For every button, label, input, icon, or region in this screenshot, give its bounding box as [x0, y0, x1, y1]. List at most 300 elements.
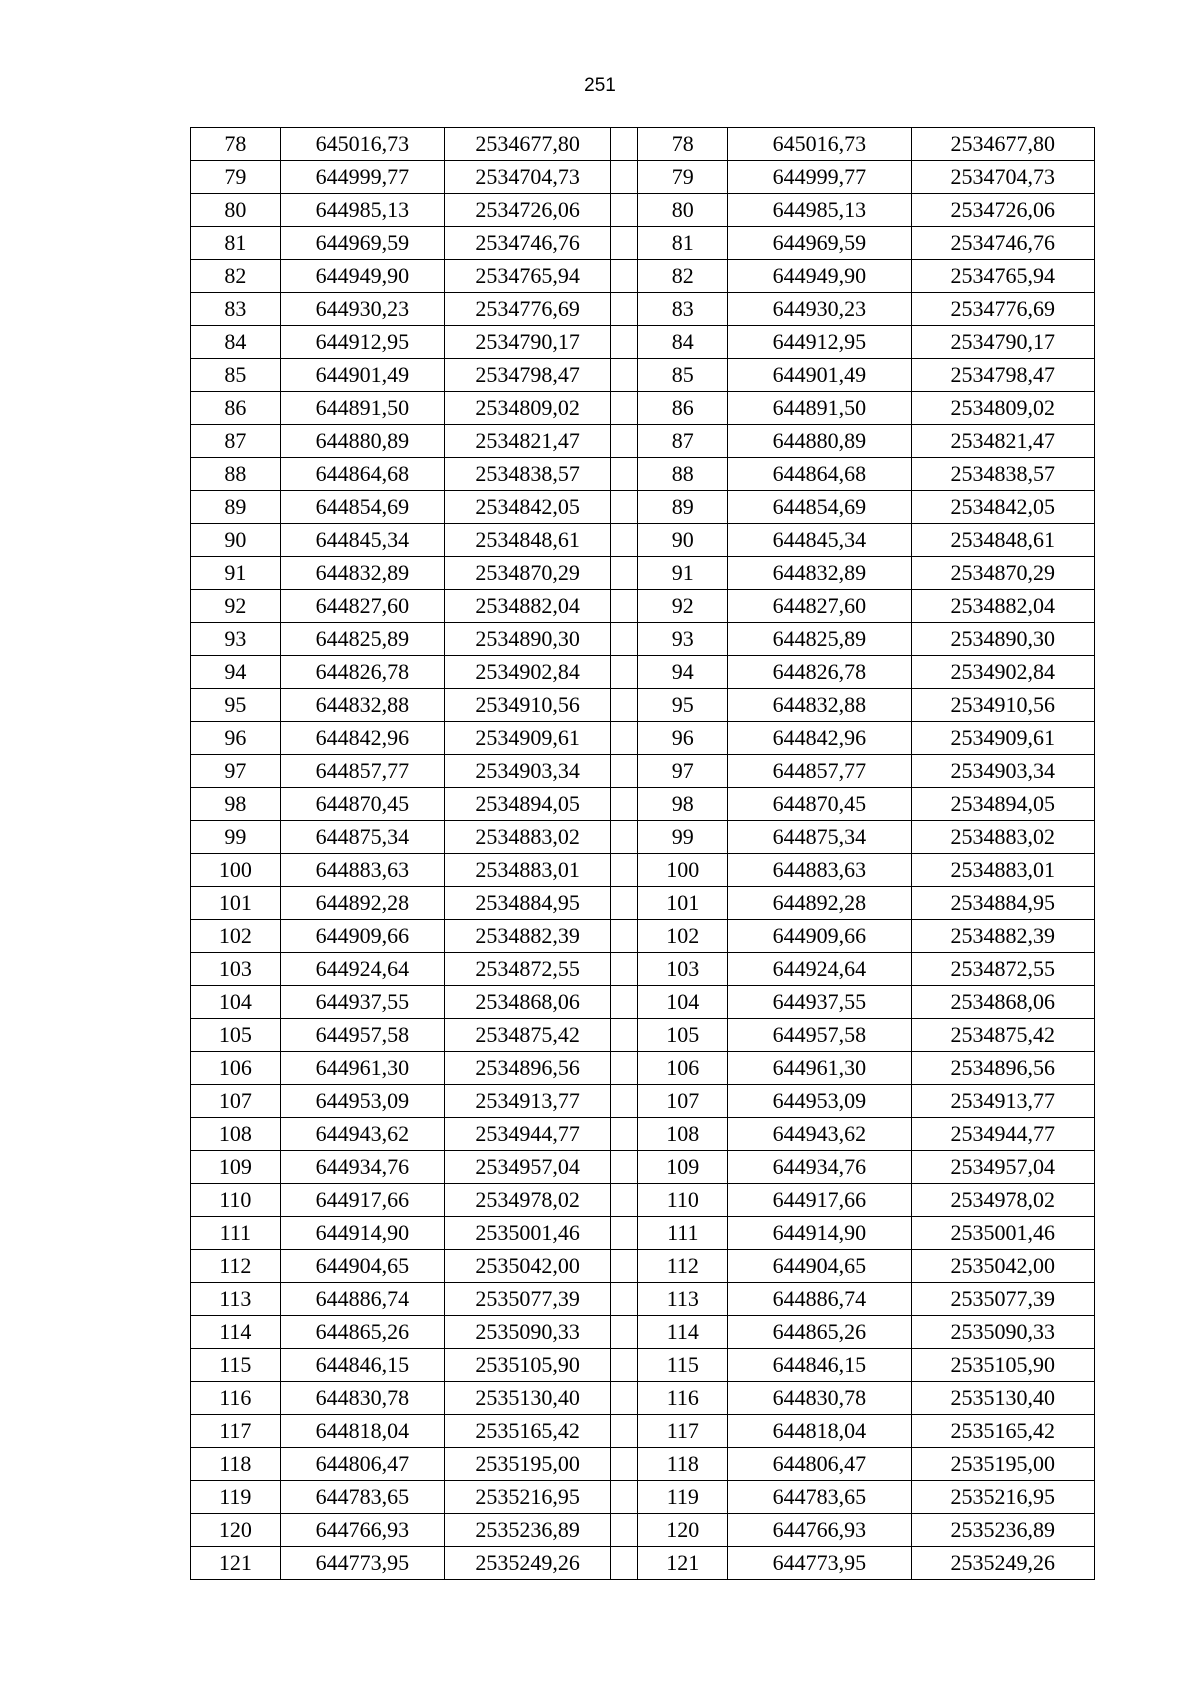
separator-cell — [611, 1481, 638, 1514]
left-point-number-cell: 91 — [191, 557, 281, 590]
table-row — [191, 1217, 1095, 1250]
left-point-number-cell: 107 — [191, 1085, 281, 1118]
right-x-coordinate-cell: 644865,26 — [728, 1316, 911, 1349]
right-x-coordinate-cell: 644957,58 — [728, 1019, 911, 1052]
left-y-coordinate-cell: 2534890,30 — [444, 623, 610, 656]
right-x-coordinate-cell: 644827,60 — [728, 590, 911, 623]
right-x-coordinate-cell: 644917,66 — [728, 1184, 911, 1217]
table-row — [191, 194, 1095, 227]
left-y-coordinate-cell: 2534868,06 — [444, 986, 610, 1019]
separator-cell — [611, 623, 638, 656]
left-point-number-cell: 103 — [191, 953, 281, 986]
right-x-coordinate-cell: 644875,34 — [728, 821, 911, 854]
left-point-number-cell: 95 — [191, 689, 281, 722]
left-x-coordinate-cell: 644901,49 — [280, 359, 444, 392]
left-y-coordinate-cell: 2534913,77 — [444, 1085, 610, 1118]
left-x-coordinate-cell: 644957,58 — [280, 1019, 444, 1052]
right-x-coordinate-cell: 644766,93 — [728, 1514, 911, 1547]
right-point-number-cell: 86 — [638, 392, 728, 425]
table-row — [191, 722, 1095, 755]
left-y-coordinate-cell: 2534726,06 — [444, 194, 610, 227]
separator-cell — [611, 128, 638, 161]
table-row — [191, 1349, 1095, 1382]
left-y-coordinate-cell: 2535090,33 — [444, 1316, 610, 1349]
right-point-number-cell: 113 — [638, 1283, 728, 1316]
right-y-coordinate-cell: 2534883,02 — [911, 821, 1094, 854]
left-x-coordinate-cell: 644846,15 — [280, 1349, 444, 1382]
right-point-number-cell: 98 — [638, 788, 728, 821]
right-x-coordinate-cell: 645016,73 — [728, 128, 911, 161]
left-y-coordinate-cell: 2534765,94 — [444, 260, 610, 293]
left-y-coordinate-cell: 2534978,02 — [444, 1184, 610, 1217]
left-y-coordinate-cell: 2535105,90 — [444, 1349, 610, 1382]
left-y-coordinate-cell: 2534894,05 — [444, 788, 610, 821]
right-x-coordinate-cell: 644864,68 — [728, 458, 911, 491]
left-x-coordinate-cell: 644883,63 — [280, 854, 444, 887]
left-y-coordinate-cell: 2534704,73 — [444, 161, 610, 194]
separator-cell — [611, 755, 638, 788]
right-x-coordinate-cell: 644783,65 — [728, 1481, 911, 1514]
table-row — [191, 1382, 1095, 1415]
left-y-coordinate-cell: 2535236,89 — [444, 1514, 610, 1547]
right-y-coordinate-cell: 2534821,47 — [911, 425, 1094, 458]
left-y-coordinate-cell: 2534883,02 — [444, 821, 610, 854]
table-row — [191, 1547, 1095, 1580]
right-point-number-cell: 99 — [638, 821, 728, 854]
right-point-number-cell: 92 — [638, 590, 728, 623]
separator-cell — [611, 590, 638, 623]
right-y-coordinate-cell: 2534872,55 — [911, 953, 1094, 986]
table-row — [191, 524, 1095, 557]
left-x-coordinate-cell: 644909,66 — [280, 920, 444, 953]
separator-cell — [611, 1415, 638, 1448]
left-y-coordinate-cell: 2535249,26 — [444, 1547, 610, 1580]
separator-cell — [611, 1019, 638, 1052]
right-point-number-cell: 106 — [638, 1052, 728, 1085]
right-point-number-cell: 80 — [638, 194, 728, 227]
right-x-coordinate-cell: 644845,34 — [728, 524, 911, 557]
left-x-coordinate-cell: 644818,04 — [280, 1415, 444, 1448]
right-point-number-cell: 115 — [638, 1349, 728, 1382]
table-row — [191, 656, 1095, 689]
left-y-coordinate-cell: 2534884,95 — [444, 887, 610, 920]
right-y-coordinate-cell: 2534776,69 — [911, 293, 1094, 326]
left-point-number-cell: 102 — [191, 920, 281, 953]
table-row — [191, 821, 1095, 854]
table-row — [191, 425, 1095, 458]
right-point-number-cell: 121 — [638, 1547, 728, 1580]
right-x-coordinate-cell: 644924,64 — [728, 953, 911, 986]
right-point-number-cell: 101 — [638, 887, 728, 920]
right-point-number-cell: 118 — [638, 1448, 728, 1481]
right-y-coordinate-cell: 2534894,05 — [911, 788, 1094, 821]
separator-cell — [611, 1250, 638, 1283]
separator-cell — [611, 1052, 638, 1085]
separator-cell — [611, 227, 638, 260]
right-y-coordinate-cell: 2534909,61 — [911, 722, 1094, 755]
right-x-coordinate-cell: 644842,96 — [728, 722, 911, 755]
left-point-number-cell: 108 — [191, 1118, 281, 1151]
table-row — [191, 359, 1095, 392]
right-x-coordinate-cell: 644891,50 — [728, 392, 911, 425]
left-point-number-cell: 82 — [191, 260, 281, 293]
left-y-coordinate-cell: 2534882,39 — [444, 920, 610, 953]
separator-cell — [611, 887, 638, 920]
right-x-coordinate-cell: 644937,55 — [728, 986, 911, 1019]
right-x-coordinate-cell: 644846,15 — [728, 1349, 911, 1382]
right-y-coordinate-cell: 2535090,33 — [911, 1316, 1094, 1349]
left-point-number-cell: 94 — [191, 656, 281, 689]
left-x-coordinate-cell: 644969,59 — [280, 227, 444, 260]
right-y-coordinate-cell: 2534704,73 — [911, 161, 1094, 194]
left-y-coordinate-cell: 2534909,61 — [444, 722, 610, 755]
left-point-number-cell: 89 — [191, 491, 281, 524]
right-x-coordinate-cell: 644818,04 — [728, 1415, 911, 1448]
separator-cell — [611, 326, 638, 359]
left-point-number-cell: 86 — [191, 392, 281, 425]
table-row — [191, 392, 1095, 425]
table-row — [191, 1448, 1095, 1481]
right-point-number-cell: 89 — [638, 491, 728, 524]
separator-cell — [611, 788, 638, 821]
right-point-number-cell: 95 — [638, 689, 728, 722]
right-x-coordinate-cell: 644999,77 — [728, 161, 911, 194]
separator-cell — [611, 656, 638, 689]
right-y-coordinate-cell: 2534746,76 — [911, 227, 1094, 260]
right-y-coordinate-cell: 2534875,42 — [911, 1019, 1094, 1052]
left-point-number-cell: 81 — [191, 227, 281, 260]
right-point-number-cell: 100 — [638, 854, 728, 887]
table-row — [191, 1151, 1095, 1184]
left-y-coordinate-cell: 2534883,01 — [444, 854, 610, 887]
left-y-coordinate-cell: 2534910,56 — [444, 689, 610, 722]
right-point-number-cell: 85 — [638, 359, 728, 392]
right-x-coordinate-cell: 644909,66 — [728, 920, 911, 953]
table-row — [191, 755, 1095, 788]
left-x-coordinate-cell: 644865,26 — [280, 1316, 444, 1349]
right-x-coordinate-cell: 644934,76 — [728, 1151, 911, 1184]
right-point-number-cell: 105 — [638, 1019, 728, 1052]
right-y-coordinate-cell: 2534842,05 — [911, 491, 1094, 524]
right-point-number-cell: 94 — [638, 656, 728, 689]
left-y-coordinate-cell: 2534842,05 — [444, 491, 610, 524]
right-x-coordinate-cell: 644969,59 — [728, 227, 911, 260]
right-point-number-cell: 78 — [638, 128, 728, 161]
left-point-number-cell: 119 — [191, 1481, 281, 1514]
separator-cell — [611, 689, 638, 722]
right-x-coordinate-cell: 644854,69 — [728, 491, 911, 524]
right-y-coordinate-cell: 2534883,01 — [911, 854, 1094, 887]
separator-cell — [611, 524, 638, 557]
right-point-number-cell: 90 — [638, 524, 728, 557]
left-x-coordinate-cell: 644783,65 — [280, 1481, 444, 1514]
left-y-coordinate-cell: 2534798,47 — [444, 359, 610, 392]
separator-cell — [611, 1547, 638, 1580]
separator-cell — [611, 1085, 638, 1118]
right-x-coordinate-cell: 644825,89 — [728, 623, 911, 656]
table-row — [191, 227, 1095, 260]
left-x-coordinate-cell: 644773,95 — [280, 1547, 444, 1580]
left-point-number-cell: 85 — [191, 359, 281, 392]
right-y-coordinate-cell: 2534903,34 — [911, 755, 1094, 788]
right-x-coordinate-cell: 644857,77 — [728, 755, 911, 788]
left-x-coordinate-cell: 644917,66 — [280, 1184, 444, 1217]
right-x-coordinate-cell: 644985,13 — [728, 194, 911, 227]
right-point-number-cell: 108 — [638, 1118, 728, 1151]
right-y-coordinate-cell: 2535195,00 — [911, 1448, 1094, 1481]
table-row — [191, 1118, 1095, 1151]
left-point-number-cell: 78 — [191, 128, 281, 161]
left-point-number-cell: 97 — [191, 755, 281, 788]
left-point-number-cell: 111 — [191, 1217, 281, 1250]
table-row — [191, 953, 1095, 986]
right-y-coordinate-cell: 2535130,40 — [911, 1382, 1094, 1415]
right-y-coordinate-cell: 2534765,94 — [911, 260, 1094, 293]
left-point-number-cell: 115 — [191, 1349, 281, 1382]
left-y-coordinate-cell: 2534903,34 — [444, 755, 610, 788]
left-point-number-cell: 121 — [191, 1547, 281, 1580]
left-x-coordinate-cell: 644825,89 — [280, 623, 444, 656]
table-row — [191, 128, 1095, 161]
right-y-coordinate-cell: 2534957,04 — [911, 1151, 1094, 1184]
table-row — [191, 854, 1095, 887]
separator-cell — [611, 1514, 638, 1547]
right-x-coordinate-cell: 644949,90 — [728, 260, 911, 293]
left-x-coordinate-cell: 644934,76 — [280, 1151, 444, 1184]
right-point-number-cell: 96 — [638, 722, 728, 755]
separator-cell — [611, 854, 638, 887]
table-row — [191, 260, 1095, 293]
separator-cell — [611, 359, 638, 392]
table-row — [191, 1283, 1095, 1316]
left-x-coordinate-cell: 645016,73 — [280, 128, 444, 161]
page-number: 251 — [584, 75, 616, 96]
left-y-coordinate-cell: 2534838,57 — [444, 458, 610, 491]
left-x-coordinate-cell: 644864,68 — [280, 458, 444, 491]
right-point-number-cell: 117 — [638, 1415, 728, 1448]
right-x-coordinate-cell: 644832,88 — [728, 689, 911, 722]
left-x-coordinate-cell: 644891,50 — [280, 392, 444, 425]
separator-cell — [611, 722, 638, 755]
table-row — [191, 1019, 1095, 1052]
coordinates-table-body — [191, 128, 1095, 1580]
left-x-coordinate-cell: 644875,34 — [280, 821, 444, 854]
left-point-number-cell: 96 — [191, 722, 281, 755]
left-x-coordinate-cell: 644937,55 — [280, 986, 444, 1019]
left-y-coordinate-cell: 2535042,00 — [444, 1250, 610, 1283]
left-point-number-cell: 109 — [191, 1151, 281, 1184]
separator-cell — [611, 1283, 638, 1316]
table-row — [191, 293, 1095, 326]
left-point-number-cell: 106 — [191, 1052, 281, 1085]
left-y-coordinate-cell: 2534896,56 — [444, 1052, 610, 1085]
right-point-number-cell: 82 — [638, 260, 728, 293]
left-x-coordinate-cell: 644854,69 — [280, 491, 444, 524]
right-y-coordinate-cell: 2535077,39 — [911, 1283, 1094, 1316]
right-y-coordinate-cell: 2534890,30 — [911, 623, 1094, 656]
right-x-coordinate-cell: 644883,63 — [728, 854, 911, 887]
left-x-coordinate-cell: 644870,45 — [280, 788, 444, 821]
right-point-number-cell: 119 — [638, 1481, 728, 1514]
left-x-coordinate-cell: 644961,30 — [280, 1052, 444, 1085]
left-point-number-cell: 79 — [191, 161, 281, 194]
right-point-number-cell: 120 — [638, 1514, 728, 1547]
right-point-number-cell: 79 — [638, 161, 728, 194]
left-point-number-cell: 98 — [191, 788, 281, 821]
right-y-coordinate-cell: 2534896,56 — [911, 1052, 1094, 1085]
right-y-coordinate-cell: 2534790,17 — [911, 326, 1094, 359]
left-x-coordinate-cell: 644880,89 — [280, 425, 444, 458]
separator-cell — [611, 1118, 638, 1151]
right-point-number-cell: 103 — [638, 953, 728, 986]
table-row — [191, 1514, 1095, 1547]
right-x-coordinate-cell: 644961,30 — [728, 1052, 911, 1085]
table-row — [191, 161, 1095, 194]
left-point-number-cell: 110 — [191, 1184, 281, 1217]
right-x-coordinate-cell: 644773,95 — [728, 1547, 911, 1580]
left-point-number-cell: 83 — [191, 293, 281, 326]
right-x-coordinate-cell: 644930,23 — [728, 293, 911, 326]
right-y-coordinate-cell: 2534798,47 — [911, 359, 1094, 392]
left-x-coordinate-cell: 644886,74 — [280, 1283, 444, 1316]
left-y-coordinate-cell: 2534870,29 — [444, 557, 610, 590]
separator-cell — [611, 260, 638, 293]
left-y-coordinate-cell: 2535216,95 — [444, 1481, 610, 1514]
right-y-coordinate-cell: 2534978,02 — [911, 1184, 1094, 1217]
right-x-coordinate-cell: 644880,89 — [728, 425, 911, 458]
table-row — [191, 1085, 1095, 1118]
left-x-coordinate-cell: 644943,62 — [280, 1118, 444, 1151]
table-row — [191, 326, 1095, 359]
coordinates-table — [190, 127, 1095, 1580]
left-y-coordinate-cell: 2534882,04 — [444, 590, 610, 623]
left-point-number-cell: 87 — [191, 425, 281, 458]
left-point-number-cell: 112 — [191, 1250, 281, 1283]
right-y-coordinate-cell: 2534882,39 — [911, 920, 1094, 953]
table-row — [191, 887, 1095, 920]
right-x-coordinate-cell: 644953,09 — [728, 1085, 911, 1118]
left-x-coordinate-cell: 644914,90 — [280, 1217, 444, 1250]
separator-cell — [611, 458, 638, 491]
table-row — [191, 1316, 1095, 1349]
separator-cell — [611, 1382, 638, 1415]
left-y-coordinate-cell: 2534848,61 — [444, 524, 610, 557]
left-y-coordinate-cell: 2534875,42 — [444, 1019, 610, 1052]
left-x-coordinate-cell: 644930,23 — [280, 293, 444, 326]
left-x-coordinate-cell: 644827,60 — [280, 590, 444, 623]
right-point-number-cell: 110 — [638, 1184, 728, 1217]
left-point-number-cell: 117 — [191, 1415, 281, 1448]
table-row — [191, 623, 1095, 656]
left-point-number-cell: 105 — [191, 1019, 281, 1052]
left-y-coordinate-cell: 2535195,00 — [444, 1448, 610, 1481]
right-point-number-cell: 83 — [638, 293, 728, 326]
right-x-coordinate-cell: 644832,89 — [728, 557, 911, 590]
right-point-number-cell: 97 — [638, 755, 728, 788]
table-row — [191, 920, 1095, 953]
right-point-number-cell: 91 — [638, 557, 728, 590]
table-row — [191, 491, 1095, 524]
left-x-coordinate-cell: 644857,77 — [280, 755, 444, 788]
left-point-number-cell: 88 — [191, 458, 281, 491]
left-x-coordinate-cell: 644912,95 — [280, 326, 444, 359]
left-point-number-cell: 120 — [191, 1514, 281, 1547]
left-point-number-cell: 116 — [191, 1382, 281, 1415]
separator-cell — [611, 392, 638, 425]
right-x-coordinate-cell: 644943,62 — [728, 1118, 911, 1151]
right-y-coordinate-cell: 2535001,46 — [911, 1217, 1094, 1250]
left-point-number-cell: 113 — [191, 1283, 281, 1316]
left-y-coordinate-cell: 2535001,46 — [444, 1217, 610, 1250]
right-point-number-cell: 93 — [638, 623, 728, 656]
right-x-coordinate-cell: 644912,95 — [728, 326, 911, 359]
left-point-number-cell: 90 — [191, 524, 281, 557]
separator-cell — [611, 1184, 638, 1217]
left-y-coordinate-cell: 2535130,40 — [444, 1382, 610, 1415]
right-point-number-cell: 112 — [638, 1250, 728, 1283]
right-x-coordinate-cell: 644830,78 — [728, 1382, 911, 1415]
left-y-coordinate-cell: 2534821,47 — [444, 425, 610, 458]
separator-cell — [611, 986, 638, 1019]
right-point-number-cell: 104 — [638, 986, 728, 1019]
left-x-coordinate-cell: 644830,78 — [280, 1382, 444, 1415]
right-point-number-cell: 84 — [638, 326, 728, 359]
table-row — [191, 1250, 1095, 1283]
left-x-coordinate-cell: 644904,65 — [280, 1250, 444, 1283]
right-y-coordinate-cell: 2534884,95 — [911, 887, 1094, 920]
right-x-coordinate-cell: 644914,90 — [728, 1217, 911, 1250]
separator-cell — [611, 1316, 638, 1349]
right-point-number-cell: 81 — [638, 227, 728, 260]
separator-cell — [611, 821, 638, 854]
right-y-coordinate-cell: 2535216,95 — [911, 1481, 1094, 1514]
table-row — [191, 986, 1095, 1019]
left-x-coordinate-cell: 644766,93 — [280, 1514, 444, 1547]
separator-cell — [611, 293, 638, 326]
right-x-coordinate-cell: 644901,49 — [728, 359, 911, 392]
separator-cell — [611, 491, 638, 524]
separator-cell — [611, 953, 638, 986]
table-row — [191, 689, 1095, 722]
left-point-number-cell: 99 — [191, 821, 281, 854]
right-y-coordinate-cell: 2535165,42 — [911, 1415, 1094, 1448]
left-y-coordinate-cell: 2534809,02 — [444, 392, 610, 425]
separator-cell — [611, 1217, 638, 1250]
right-y-coordinate-cell: 2534848,61 — [911, 524, 1094, 557]
left-x-coordinate-cell: 644832,89 — [280, 557, 444, 590]
right-point-number-cell: 116 — [638, 1382, 728, 1415]
left-x-coordinate-cell: 644999,77 — [280, 161, 444, 194]
table-row — [191, 590, 1095, 623]
left-y-coordinate-cell: 2534902,84 — [444, 656, 610, 689]
right-point-number-cell: 109 — [638, 1151, 728, 1184]
separator-cell — [611, 1151, 638, 1184]
right-y-coordinate-cell: 2534809,02 — [911, 392, 1094, 425]
right-y-coordinate-cell: 2535249,26 — [911, 1547, 1094, 1580]
left-point-number-cell: 93 — [191, 623, 281, 656]
left-y-coordinate-cell: 2535077,39 — [444, 1283, 610, 1316]
left-point-number-cell: 80 — [191, 194, 281, 227]
left-y-coordinate-cell: 2534872,55 — [444, 953, 610, 986]
left-y-coordinate-cell: 2534944,77 — [444, 1118, 610, 1151]
left-x-coordinate-cell: 644842,96 — [280, 722, 444, 755]
right-x-coordinate-cell: 644886,74 — [728, 1283, 911, 1316]
left-x-coordinate-cell: 644924,64 — [280, 953, 444, 986]
left-point-number-cell: 104 — [191, 986, 281, 1019]
right-y-coordinate-cell: 2535042,00 — [911, 1250, 1094, 1283]
left-y-coordinate-cell: 2534790,17 — [444, 326, 610, 359]
right-x-coordinate-cell: 644826,78 — [728, 656, 911, 689]
